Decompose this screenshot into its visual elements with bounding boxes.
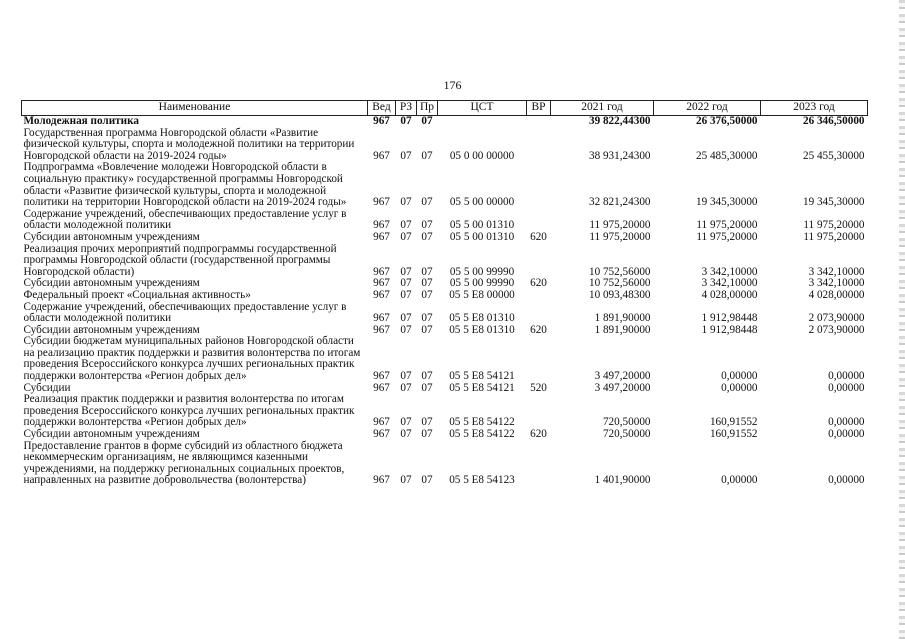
cell-pr: 07 xyxy=(421,370,433,383)
cell-vr: 620 xyxy=(530,230,547,243)
cell-vr xyxy=(527,302,551,325)
cell-name: Реализация прочих мероприятий подпрограммы государственной программы Новгородской области (государственной программы Новгородской области) xyxy=(23,242,337,278)
table-row xyxy=(22,302,868,325)
cell-2022: 0,00000 xyxy=(721,370,758,383)
cell-2022: 3 342,10000 xyxy=(701,277,758,290)
header-cst: ЦСТ xyxy=(438,101,527,116)
cell-cst: 05 5 E8 00000 xyxy=(449,288,515,301)
cell-vr: 620 xyxy=(530,428,547,441)
cell-2023: 2 073,90000 xyxy=(808,312,865,325)
header-vr: ВР xyxy=(527,101,551,116)
table-row xyxy=(22,232,868,244)
cell-name: Молодежная политика xyxy=(23,115,139,127)
header-2023: 2023 год xyxy=(761,101,868,116)
cell-2022: 4 028,00000 xyxy=(701,288,758,301)
cell-ved: 967 xyxy=(373,230,390,243)
cell-pr: 07 xyxy=(421,219,433,232)
cell-pr: 07 xyxy=(421,265,433,278)
cell-2023: 0,00000 xyxy=(828,381,865,394)
cell-vr xyxy=(527,244,551,279)
cell-ved: 967 xyxy=(373,277,390,290)
cell-name: Содержание учреждений, обеспечивающих предоставление услуг в области молодежной политики xyxy=(23,300,347,325)
cell-rz: 07 xyxy=(400,428,412,441)
cell-ved: 967 xyxy=(373,219,390,232)
cell-2023: 0,00000 xyxy=(828,416,865,429)
cell-2022: 1 912,98448 xyxy=(701,323,758,336)
cell-cst: 05 5 00 99990 xyxy=(449,265,515,278)
cell-rz: 07 xyxy=(400,381,412,394)
cell-name: Федеральный проект «Социальная активность» xyxy=(23,288,251,301)
cell-2021: 32 821,24300 xyxy=(588,196,651,209)
cell-name: Государственная программа Новгородской области «Развитие физической культуры, спорта и молодежной политики на территории Новгородской области на 2019-2024 годы» xyxy=(23,126,355,162)
cell-vr: 620 xyxy=(530,323,547,336)
cell-2023: 26 346,50000 xyxy=(802,115,865,127)
cell-2023: 2 073,90000 xyxy=(808,323,865,336)
cell-ved: 967 xyxy=(373,323,390,336)
cell-cst: 05 5 00 00000 xyxy=(449,196,515,209)
cell-vr: 620 xyxy=(530,277,547,290)
cell-vr xyxy=(527,441,551,487)
table-body xyxy=(22,116,868,488)
cell-ved: 967 xyxy=(373,149,390,162)
cell-cst: 05 5 E8 54123 xyxy=(449,474,515,487)
cell-ved: 967 xyxy=(373,288,390,301)
cell-ved: 967 xyxy=(373,381,390,394)
cell-2022: 19 345,30000 xyxy=(695,196,758,209)
cell-ved: 967 xyxy=(373,416,390,429)
cell-pr: 07 xyxy=(421,323,433,336)
cell-name: Предоставление грантов в форме субсидий из областного бюджета некоммерческим организациям, не являющимся казенными учреждениями, на поддержку региональных социальных проектов, направленных на развитие добровольчества (волонтерства) xyxy=(23,439,345,487)
cell-2021: 10 093,48300 xyxy=(588,288,651,301)
cell-2022: 26 376,50000 xyxy=(695,115,758,127)
cell-cst: 05 5 00 01310 xyxy=(449,230,515,243)
table-row xyxy=(22,441,868,487)
cell-rz: 07 xyxy=(400,115,412,127)
cell-cst: 05 5 00 01310 xyxy=(449,219,515,232)
cell-2021: 1 891,90000 xyxy=(594,312,651,325)
cell-cst: 05 5 E8 54122 xyxy=(449,416,515,429)
cell-pr: 07 xyxy=(421,277,433,290)
cell-2023: 11 975,20000 xyxy=(803,230,865,243)
cell-2021: 11 975,20000 xyxy=(589,219,651,232)
cell-name: Субсидии автономным учреждениям xyxy=(23,428,200,441)
cell-rz: 07 xyxy=(400,219,412,232)
page-number: 176 xyxy=(443,78,462,92)
cell-2023: 0,00000 xyxy=(828,428,865,441)
cell-vr xyxy=(527,209,551,232)
cell-cst xyxy=(438,116,527,128)
cell-vr xyxy=(527,128,551,163)
cell-2022: 1 912,98448 xyxy=(701,312,758,325)
cell-2021: 39 822,44300 xyxy=(588,115,651,127)
cell-2022: 11 975,20000 xyxy=(696,230,758,243)
table-header-row xyxy=(22,101,868,116)
cell-2021: 1 401,90000 xyxy=(594,474,651,487)
cell-name: Содержание учреждений, обеспечивающих предоставление услуг в области молодежной политики xyxy=(23,207,347,232)
cell-2021: 38 931,24300 xyxy=(588,149,651,162)
cell-name: Подпрограмма «Вовлечение молодежи Новгородской области в социальную практику» государственной программы Новгородской области «Развитие физической культуры, спорта и молодежной политики на территории Новгородской области на 2019-2024 годы» xyxy=(23,161,347,209)
cell-vr xyxy=(527,116,551,128)
cell-2023: 25 455,30000 xyxy=(802,149,865,162)
cell-2021: 720,50000 xyxy=(602,416,651,429)
cell-pr: 07 xyxy=(421,416,433,429)
cell-rz: 07 xyxy=(400,288,412,301)
cell-pr: 07 xyxy=(421,288,433,301)
cell-ved: 967 xyxy=(373,196,390,209)
header-2021: 2021 год xyxy=(551,101,654,116)
cell-ved: 967 xyxy=(373,428,390,441)
cell-cst: 05 5 E8 01310 xyxy=(449,323,515,336)
cell-pr: 07 xyxy=(421,230,433,243)
cell-rz: 07 xyxy=(400,230,412,243)
header-pr: Пр xyxy=(417,101,438,116)
cell-2021: 720,50000 xyxy=(602,428,651,441)
cell-pr: 07 xyxy=(421,149,433,162)
cell-ved: 967 xyxy=(373,474,390,487)
cell-2023: 3 342,10000 xyxy=(808,277,865,290)
cell-name: Реализация практик поддержки и развития волонтерства по итогам проведения Всероссийского конкурса лучших региональных практик поддержки волонтерства «Регион добрых дел» xyxy=(23,393,355,429)
cell-ved: 967 xyxy=(373,370,390,383)
cell-2023: 19 345,30000 xyxy=(802,196,865,209)
cell-rz: 07 xyxy=(400,323,412,336)
cell-vr: 520 xyxy=(530,381,547,394)
cell-vr xyxy=(527,290,551,302)
cell-pr: 07 xyxy=(421,312,433,325)
cell-rz: 07 xyxy=(400,149,412,162)
header-name: Наименование xyxy=(22,101,368,116)
cell-ved: 967 xyxy=(373,115,390,127)
cell-2022: 0,00000 xyxy=(721,381,758,394)
cell-pr: 07 xyxy=(421,115,433,127)
cell-name: Субсидии xyxy=(23,381,71,394)
cell-pr: 07 xyxy=(421,474,433,487)
cell-rz: 07 xyxy=(400,312,412,325)
cell-2022: 11 975,20000 xyxy=(696,219,758,232)
cell-ved: 967 xyxy=(373,265,390,278)
cell-2022: 160,91552 xyxy=(709,416,758,429)
cell-cst: 05 5 00 99990 xyxy=(449,277,515,290)
cell-rz: 07 xyxy=(400,416,412,429)
cell-2023: 0,00000 xyxy=(828,370,865,383)
cell-cst: 05 5 E8 54122 xyxy=(449,428,515,441)
cell-pr: 07 xyxy=(421,381,433,394)
cell-name: Субсидии автономным учреждениям xyxy=(23,277,200,290)
cell-2023: 11 975,20000 xyxy=(803,219,865,232)
cell-vr xyxy=(527,336,551,382)
cell-vr xyxy=(527,394,551,429)
scan-edge-decoration xyxy=(899,0,905,640)
cell-2022: 3 342,10000 xyxy=(701,265,758,278)
table-row xyxy=(22,290,868,302)
cell-2023: 4 028,00000 xyxy=(808,288,865,301)
table-row xyxy=(22,209,868,232)
cell-2023: 0,00000 xyxy=(828,474,865,487)
cell-cst: 05 5 E8 01310 xyxy=(449,312,515,325)
cell-pr: 07 xyxy=(421,196,433,209)
cell-2021: 1 891,90000 xyxy=(594,323,651,336)
cell-2022: 0,00000 xyxy=(721,474,758,487)
table-row xyxy=(22,336,868,382)
cell-2022: 25 485,30000 xyxy=(695,149,758,162)
cell-2021: 3 497,20000 xyxy=(594,370,651,383)
cell-2023: 3 342,10000 xyxy=(808,265,865,278)
cell-rz: 07 xyxy=(400,265,412,278)
cell-ved: 967 xyxy=(373,312,390,325)
table-row xyxy=(22,116,868,128)
cell-pr: 07 xyxy=(421,428,433,441)
cell-name: Субсидии автономным учреждениям xyxy=(23,230,200,243)
cell-2021: 10 752,56000 xyxy=(588,277,651,290)
header-2022: 2022 год xyxy=(654,101,761,116)
cell-rz: 07 xyxy=(400,370,412,383)
table-row xyxy=(22,128,868,163)
table-row xyxy=(22,394,868,429)
cell-2021: 11 975,20000 xyxy=(589,230,651,243)
table-row xyxy=(22,244,868,279)
budget-table xyxy=(21,100,868,487)
cell-vr xyxy=(527,162,551,208)
cell-rz: 07 xyxy=(400,277,412,290)
header-rz: РЗ xyxy=(396,101,417,116)
cell-2022: 160,91552 xyxy=(709,428,758,441)
cell-2021: 10 752,56000 xyxy=(588,265,651,278)
cell-rz: 07 xyxy=(400,474,412,487)
cell-cst: 05 5 E8 54121 xyxy=(449,381,515,394)
cell-2021: 3 497,20000 xyxy=(594,381,651,394)
table-row xyxy=(22,162,868,208)
cell-rz: 07 xyxy=(400,196,412,209)
cell-cst: 05 5 E8 54121 xyxy=(449,370,515,383)
cell-name: Субсидии бюджетам муниципальных районов Новгородской области на реализацию практик поддержки и развития волонтерства по итогам проведения Всероссийского конкурса лучших региональных практик поддержки волонтерства «Регион добрых дел» xyxy=(23,335,361,383)
header-ved: Вед xyxy=(368,101,396,116)
cell-cst: 05 0 00 00000 xyxy=(449,149,515,162)
cell-name: Субсидии автономным учреждениям xyxy=(23,323,200,336)
table-row xyxy=(22,429,868,441)
